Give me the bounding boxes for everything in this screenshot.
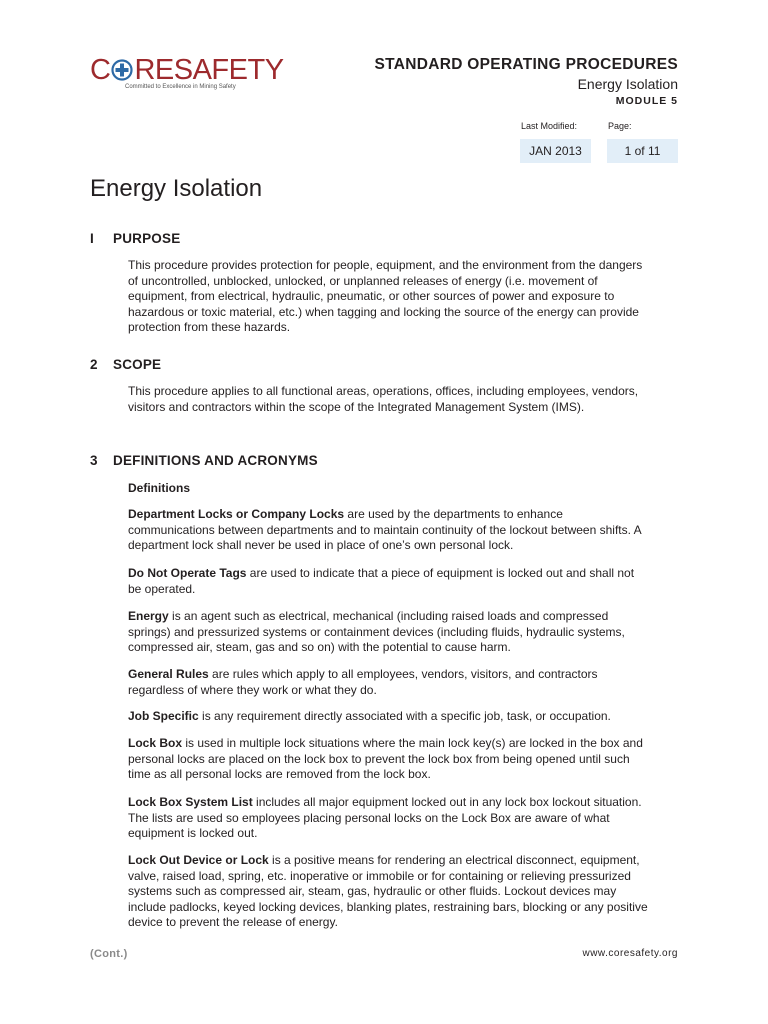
definition-term: Job Specific <box>128 709 199 723</box>
continued-label: (Cont.) <box>90 948 128 960</box>
purpose-paragraph: This procedure provides protection for people, equipment, and the environment from the dangers of uncontrolled, unblocked, unlocked, or unplanned releases of energy (i.e. movement of equipment, from electrical, hydraulic, pneumatic, or other sources of power and exposure to hazardous or toxic material, etc.) when tagging and locking the source of the energy can provide protection from these hazards. <box>128 258 643 335</box>
document-header <box>374 56 678 107</box>
logo-text-re: RE <box>134 54 174 86</box>
last-modified-value: JAN 2013 <box>520 139 591 163</box>
header-module: MODULE 5 <box>615 95 678 107</box>
section-number-purpose: I <box>90 231 94 246</box>
definition-text: are used to indicate that a piece of equipment is locked out and shall not be operated. <box>128 566 635 596</box>
definition-item <box>128 709 648 725</box>
definition-term: Department Locks or Company Locks <box>128 507 345 521</box>
definition-item <box>128 566 648 597</box>
page-number-value: 1 of 11 <box>607 139 678 163</box>
definition-item <box>128 795 648 842</box>
section-number-definitions: 3 <box>90 453 98 468</box>
logo-cross-icon <box>111 58 133 80</box>
page-title: Energy Isolation <box>90 175 263 202</box>
definition-item <box>128 507 648 554</box>
definition-text: is used in multiple lock situations where the main lock key(s) are locked in the box and personal locks are placed on the lock box to prevent the lock box from being opened until such time as all personal locks are removed from the lock box. <box>128 736 643 782</box>
section-heading-purpose: PURPOSE <box>113 231 181 246</box>
definition-text: includes all major equipment locked out in any lock box lockout situation. The lists are used so employees placing personal locks on the Lock Box are aware of what equipment is locked out. <box>128 795 642 841</box>
definitions-subheading: Definitions <box>128 481 190 495</box>
definition-item <box>128 736 648 783</box>
logo-tagline: Committed to Excellence in Mining Safety <box>125 84 236 90</box>
logo-text-c: C <box>90 54 111 86</box>
definition-term: Lock Box <box>128 736 183 750</box>
definition-text: are rules which apply to all employees, vendors, visitors, and contractors regardless of where they work or what they do. <box>128 667 598 697</box>
section-heading-definitions: DEFINITIONS AND ACRONYMS <box>113 453 318 468</box>
header-subtitle: Energy Isolation <box>577 76 678 92</box>
header-title: STANDARD OPERATING PROCEDURES <box>374 56 678 73</box>
definition-term: Lock Out Device or Lock <box>128 853 269 867</box>
definition-text: is any requirement directly associated with a specific job, task, or occupation. <box>198 709 611 723</box>
definition-text: is an agent such as electrical, mechanical (including raised loads and compressed springs) and pressurized systems or containment devices (including fluids, hydraulic systems, compressed air, steam, gas and so on) with the potential to cause harm. <box>128 609 625 655</box>
definition-item <box>128 609 648 656</box>
section-heading-scope: SCOPE <box>113 357 162 372</box>
scope-paragraph: This procedure applies to all functional areas, operations, offices, including employees, vendors, visitors and contractors within the scope of the Integrated Management System (IMS). <box>128 384 639 414</box>
definition-term: Energy <box>128 609 169 623</box>
definition-term: Lock Box System List <box>128 795 253 809</box>
coresafety-logo <box>90 54 284 96</box>
logo-text-safety: SAFETY <box>173 54 284 86</box>
definition-text: is a positive means for rendering an electrical disconnect, equipment, valve, raised load, spring, etc. inoperative or immobile or for containing or relieving pressurized systems such as compressed air, steam, gas, hydraulic or other fluids. Lockout devices may include padlocks, keyed locking devices, blanking plates, restraining bars, blocking or any positive device to prevent the release of energy. <box>128 853 648 930</box>
last-modified-label: Last Modified: <box>521 121 578 131</box>
page-label: Page: <box>608 121 632 131</box>
definition-term: Do Not Operate Tags <box>128 566 247 580</box>
definition-item <box>128 667 648 698</box>
definition-item <box>128 853 648 931</box>
website-link[interactable]: www.coresafety.org <box>582 948 678 959</box>
definition-term: General Rules <box>128 667 209 681</box>
section-number-scope: 2 <box>90 357 98 372</box>
definition-text: are used by the departments to enhance communications between departments and to maintain continuity of the lockout between shifts. A department lock shall never be used in place of one’s own personal lock. <box>128 507 641 553</box>
